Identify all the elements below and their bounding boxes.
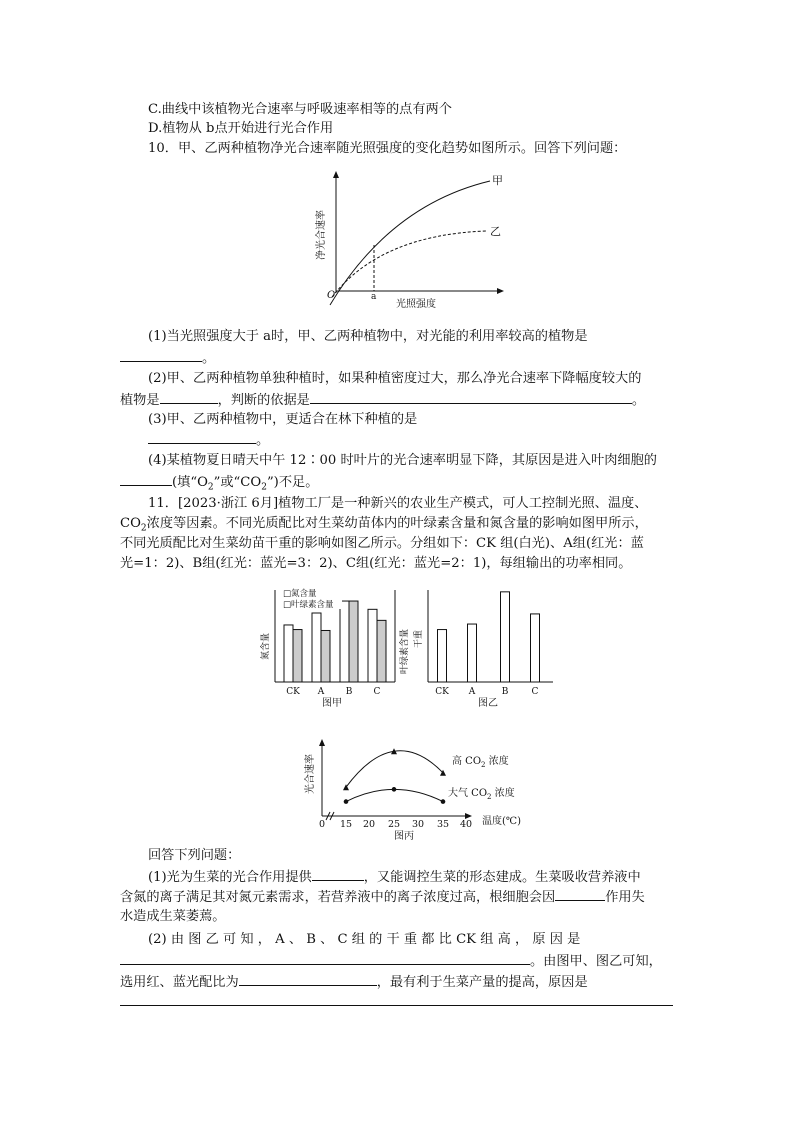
- option-c: C.曲线中该植物光合速率与呼吸速率相等的点有两个: [148, 102, 452, 117]
- fig-bing-chart: [298, 730, 538, 845]
- bar-dry-weight: [468, 624, 477, 682]
- fig10-origin: O: [327, 290, 336, 301]
- data-point: [344, 799, 349, 804]
- q11-p1-line1: [148, 867, 641, 887]
- answer-blank[interactable]: [120, 348, 202, 362]
- bar-chlorophyll: [293, 630, 302, 682]
- q10-sub2-c: ，判断的依据是: [217, 393, 310, 408]
- bar-nitrogen: [368, 609, 377, 682]
- fig10-y-arrow: [333, 171, 339, 178]
- category-tick: B: [345, 687, 353, 697]
- q10-sub3-line2: [148, 430, 269, 450]
- answer-blank[interactable]: [160, 390, 218, 404]
- category-tick: CK: [286, 687, 300, 697]
- fig10-label-yi: 乙: [490, 225, 501, 238]
- bar-dry-weight: [438, 630, 447, 682]
- fig10-xlabel: 光照强度: [396, 299, 436, 310]
- q10-sub1-end: 。: [202, 351, 216, 366]
- q11-p1b: ，又能调控生菜的形态建成。生菜吸收营养液中: [363, 870, 641, 885]
- fig-bing-y-arrow: [319, 739, 325, 746]
- answer-blank[interactable]: [312, 867, 364, 881]
- fig-jia-legend-chl: □叶绿素含量: [283, 600, 334, 610]
- fig-jia-ylabel-left: 氮含量: [261, 632, 271, 660]
- answer-blank[interactable]: [239, 972, 377, 986]
- fig-bing-air-label: 大气 $CO_2$ 浓度: [448, 788, 515, 801]
- q10-sub2-b: 植物是: [120, 393, 160, 408]
- option-d: D.植物从 b点开始进行光合作用: [148, 121, 334, 136]
- q10-sub3-end: 。: [256, 433, 270, 448]
- q10-sub2-d: 。: [631, 393, 646, 408]
- fig-bing-caption: 图丙: [394, 831, 414, 842]
- subscript-2: 2: [261, 482, 267, 493]
- answer-blank[interactable]: [555, 887, 605, 901]
- bar-dry-weight: [501, 592, 510, 682]
- q10-sub1-line1: (1)当光照强度大于 a时，甲、乙两种植物中，对光能的利用率较高的植物是: [148, 329, 588, 344]
- q11-p2d: ，最有利于生菜产量的提高，原因是: [376, 975, 588, 990]
- fig10-chart: [300, 165, 520, 315]
- curve-jia: [330, 181, 490, 305]
- q11-p2-line1: (2) 由 图 乙 可 知 ， A 、 B 、 C 组 的 干 重 都 比 CK 组 高 ， 原 因 是: [148, 932, 581, 947]
- q11-p2-line4: [120, 992, 673, 1012]
- bar-nitrogen: [312, 613, 321, 682]
- q11-p2b: 。由图甲、图乙可知，: [530, 954, 662, 969]
- subscript-2: 2: [207, 482, 214, 493]
- fig-bing-ylabel: 光合速率: [305, 754, 316, 794]
- category-tick: B: [501, 687, 509, 697]
- answer-blank[interactable]: [120, 992, 673, 1006]
- fig-yi-caption: 图乙: [478, 698, 498, 709]
- x-tick: 15: [339, 819, 353, 830]
- fig-bing-xlabel: 温度(℃): [482, 816, 521, 827]
- q11-p2-line3: [120, 972, 588, 992]
- q10-sub4-line1: (4)某植物夏日晴天中午 12∶00 时叶片的光合速率明显下降，其原因是进入叶肉细胞的: [148, 453, 657, 468]
- q10-sub4-c: ”或“CO: [213, 475, 262, 490]
- q10-sub4-d: ”)不足。: [266, 475, 319, 490]
- bar-dry-weight: [531, 614, 540, 682]
- q11-p1a: (1)光为生菜的光合作用提供: [148, 870, 312, 885]
- q11-p1-line2: [120, 887, 645, 907]
- q10-stem: 10．甲、乙两种植物净光合速率随光照强度的变化趋势如图所示。回答下列问题：: [148, 141, 627, 156]
- q11-p1-line3: 水造成生菜萎蔫。: [120, 909, 226, 924]
- q11-line3: 不同光质配比对生菜幼苗干重的影响如图乙所示。分组如下：CK 组(白光)、A组(红光：蓝: [120, 536, 644, 551]
- x-tick: 30: [411, 819, 425, 830]
- fig10-label-jia: 甲: [492, 174, 503, 187]
- x-tick: 20: [362, 819, 376, 830]
- x-tick: 40: [459, 819, 473, 830]
- data-point: [441, 799, 446, 804]
- answer-blank[interactable]: [120, 951, 530, 965]
- q10-sub4-b: (填“O: [172, 475, 208, 490]
- fig-yi-ylabel: 干重: [414, 629, 424, 648]
- q10-sub4-line2: [120, 472, 318, 492]
- fig-jia-legend-n: □氮含量: [283, 589, 317, 599]
- category-tick: C: [531, 687, 539, 697]
- q11-line2-rest: 浓度等因素。不同光质配比对生菜幼苗体内的叶绿素含量和氮含量的影响如图甲所示，: [146, 516, 648, 531]
- q11-p2-line2: [120, 951, 662, 971]
- answer-blank[interactable]: [148, 430, 256, 444]
- fig-yi-chart: [408, 584, 558, 710]
- q11-line1: 11．[2023·浙江 6月]植物工厂是一种新兴的农业生产模式，可人工控制光照、温度、: [148, 496, 648, 511]
- q10-sub2-line2: [120, 390, 645, 410]
- subscript-2: 2: [140, 523, 147, 534]
- category-tick: A: [317, 687, 325, 697]
- fig10-ylabel: 净光合速率: [316, 210, 327, 260]
- fig-bing-high-label: 高 $CO_2$ 浓度: [452, 756, 509, 769]
- category-tick: CK: [435, 687, 449, 697]
- fig10-x-arrow: [497, 288, 504, 294]
- x-tick: 0: [318, 819, 326, 830]
- x-tick: 35: [436, 819, 450, 830]
- category-tick: A: [468, 687, 476, 697]
- bar-chlorophyll: [349, 601, 358, 682]
- fig-jia-caption: 图甲: [322, 698, 342, 709]
- bar-chlorophyll: [377, 620, 386, 682]
- q11-p1c: 含氮的离子满足其对氮元素需求，若营养液中的离子浓度过高，根细胞会因: [120, 890, 556, 905]
- bar-nitrogen: [340, 601, 349, 682]
- answer-blank[interactable]: [310, 390, 632, 404]
- q11-line2: [120, 515, 648, 533]
- q11-line4: 光=1：2)、B组(红光：蓝光=3：2)、C组(红光：蓝光=2：1)，每组输出的功率相同。: [120, 556, 632, 571]
- data-point: [392, 787, 397, 792]
- category-tick: C: [373, 687, 381, 697]
- bar-nitrogen: [284, 625, 293, 682]
- fig-jia-chart: [255, 584, 415, 710]
- q11-p2c: 选用红、蓝光配比为: [120, 975, 239, 990]
- x-tick: 25: [387, 819, 401, 830]
- q10-sub1-line2: [120, 348, 215, 368]
- q10-sub3-line1: (3)甲、乙两种植物中，更适合在林下种植的是: [148, 412, 418, 427]
- q11-co: CO: [120, 516, 141, 531]
- curve-yi: [332, 231, 486, 297]
- answer-blank[interactable]: [120, 472, 172, 486]
- bar-chlorophyll: [321, 630, 330, 682]
- fig-jia-ylabel-right: 叶绿素含量: [400, 628, 410, 674]
- q10-sub2-line1: (2)甲、乙两种植物单独种植时，如果种植密度过大，那么净光合速率下降幅度较大的: [148, 371, 642, 386]
- fig10-a-label: a: [371, 292, 377, 302]
- q11-answer-intro: 回答下列问题：: [148, 848, 241, 863]
- q11-p1d: 作用失: [605, 890, 645, 905]
- series-line: [346, 751, 443, 787]
